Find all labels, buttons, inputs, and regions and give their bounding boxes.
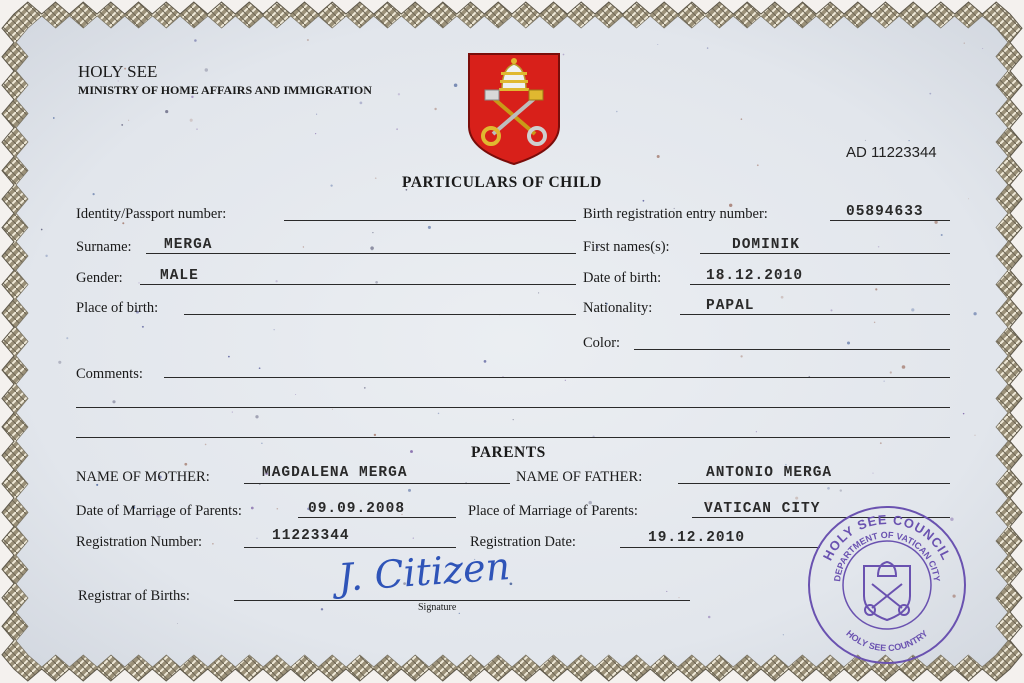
stamp-bottom-text: HOLY SEE COUNTRY: [844, 628, 930, 654]
gender-label: Gender:: [76, 270, 123, 286]
registration-date-line: [620, 547, 820, 548]
place-of-birth-line: [184, 314, 576, 315]
comments-line-1: [164, 377, 950, 378]
marriage-place-label: Place of Marriage of Parents:: [468, 503, 638, 519]
registration-date-value: 19.12.2010: [648, 530, 746, 546]
marriage-date-value: 09.09.2008: [308, 501, 406, 517]
mother-name-label: NAME OF MOTHER:: [76, 469, 210, 485]
father-name-line: [678, 483, 950, 484]
document-number: AD 11223344: [846, 144, 937, 161]
marriage-place-value: VATICAN CITY: [704, 501, 821, 517]
nationality-line: [680, 314, 950, 315]
date-of-birth-label: Date of birth:: [583, 270, 662, 286]
comments-label: Comments:: [76, 366, 143, 382]
date-of-birth-line: [690, 284, 950, 285]
surname-line: [146, 253, 576, 254]
registrar-label: Registrar of Births:: [78, 588, 190, 604]
nationality-label: Nationality:: [583, 300, 653, 316]
comments-line-3: [76, 437, 950, 438]
section-title-parents: PARENTS: [471, 444, 546, 461]
registrar-signature: J. Citizen: [336, 544, 512, 600]
registration-date-label: Registration Date:: [470, 534, 576, 550]
papal-keys-coat-of-arms-icon: [465, 50, 563, 168]
date-of-birth-value: 18.12.2010: [706, 268, 804, 284]
birth-registration-label: Birth registration entry number:: [583, 206, 768, 222]
stamp-keys-icon: [864, 562, 910, 620]
registrar-signature-line: [234, 600, 690, 601]
surname-value: MERGA: [164, 237, 213, 253]
id-passport-line: [284, 220, 576, 221]
registration-number-value: 11223344: [272, 528, 350, 544]
first-names-line: [700, 253, 950, 254]
color-line: [634, 349, 950, 350]
birth-registration-value: 05894633: [846, 204, 924, 220]
father-name-value: ANTONIO MERGA: [706, 465, 833, 481]
country-title: HOLY SEE: [78, 62, 158, 81]
birth-registration-line: [830, 220, 950, 221]
signature-caption: Signature: [418, 602, 457, 613]
section-title-child: PARTICULARS OF CHILD: [402, 174, 602, 191]
id-passport-label: Identity/Passport number:: [76, 206, 227, 222]
comments-line-2: [76, 407, 950, 408]
place-of-birth-label: Place of birth:: [76, 300, 159, 316]
gender-line: [140, 284, 576, 285]
marriage-date-line: [298, 517, 456, 518]
first-names-value: DOMINIK: [732, 237, 800, 253]
nationality-value: PAPAL: [706, 298, 755, 314]
ministry-title: MINISTRY OF HOME AFFAIRS AND IMMIGRATION: [78, 83, 372, 97]
father-name-label: NAME OF FATHER:: [516, 469, 643, 485]
mother-name-value: MAGDALENA MERGA: [262, 465, 408, 481]
first-names-label: First names(s):: [583, 239, 670, 255]
mother-name-line: [244, 483, 510, 484]
marriage-date-label: Date of Marriage of Parents:: [76, 503, 242, 519]
stamp-top-text: HOLY SEE COUNCIL: [819, 511, 955, 563]
color-label: Color:: [583, 335, 621, 351]
registration-number-line: [244, 547, 456, 548]
stamp-middle-text: DEPARTMENT OF VATICAN CITY: [832, 529, 942, 583]
official-stamp: [806, 504, 968, 666]
surname-label: Surname:: [76, 239, 132, 255]
gender-value: MALE: [160, 268, 199, 284]
registration-number-label: Registration Number:: [76, 534, 203, 550]
